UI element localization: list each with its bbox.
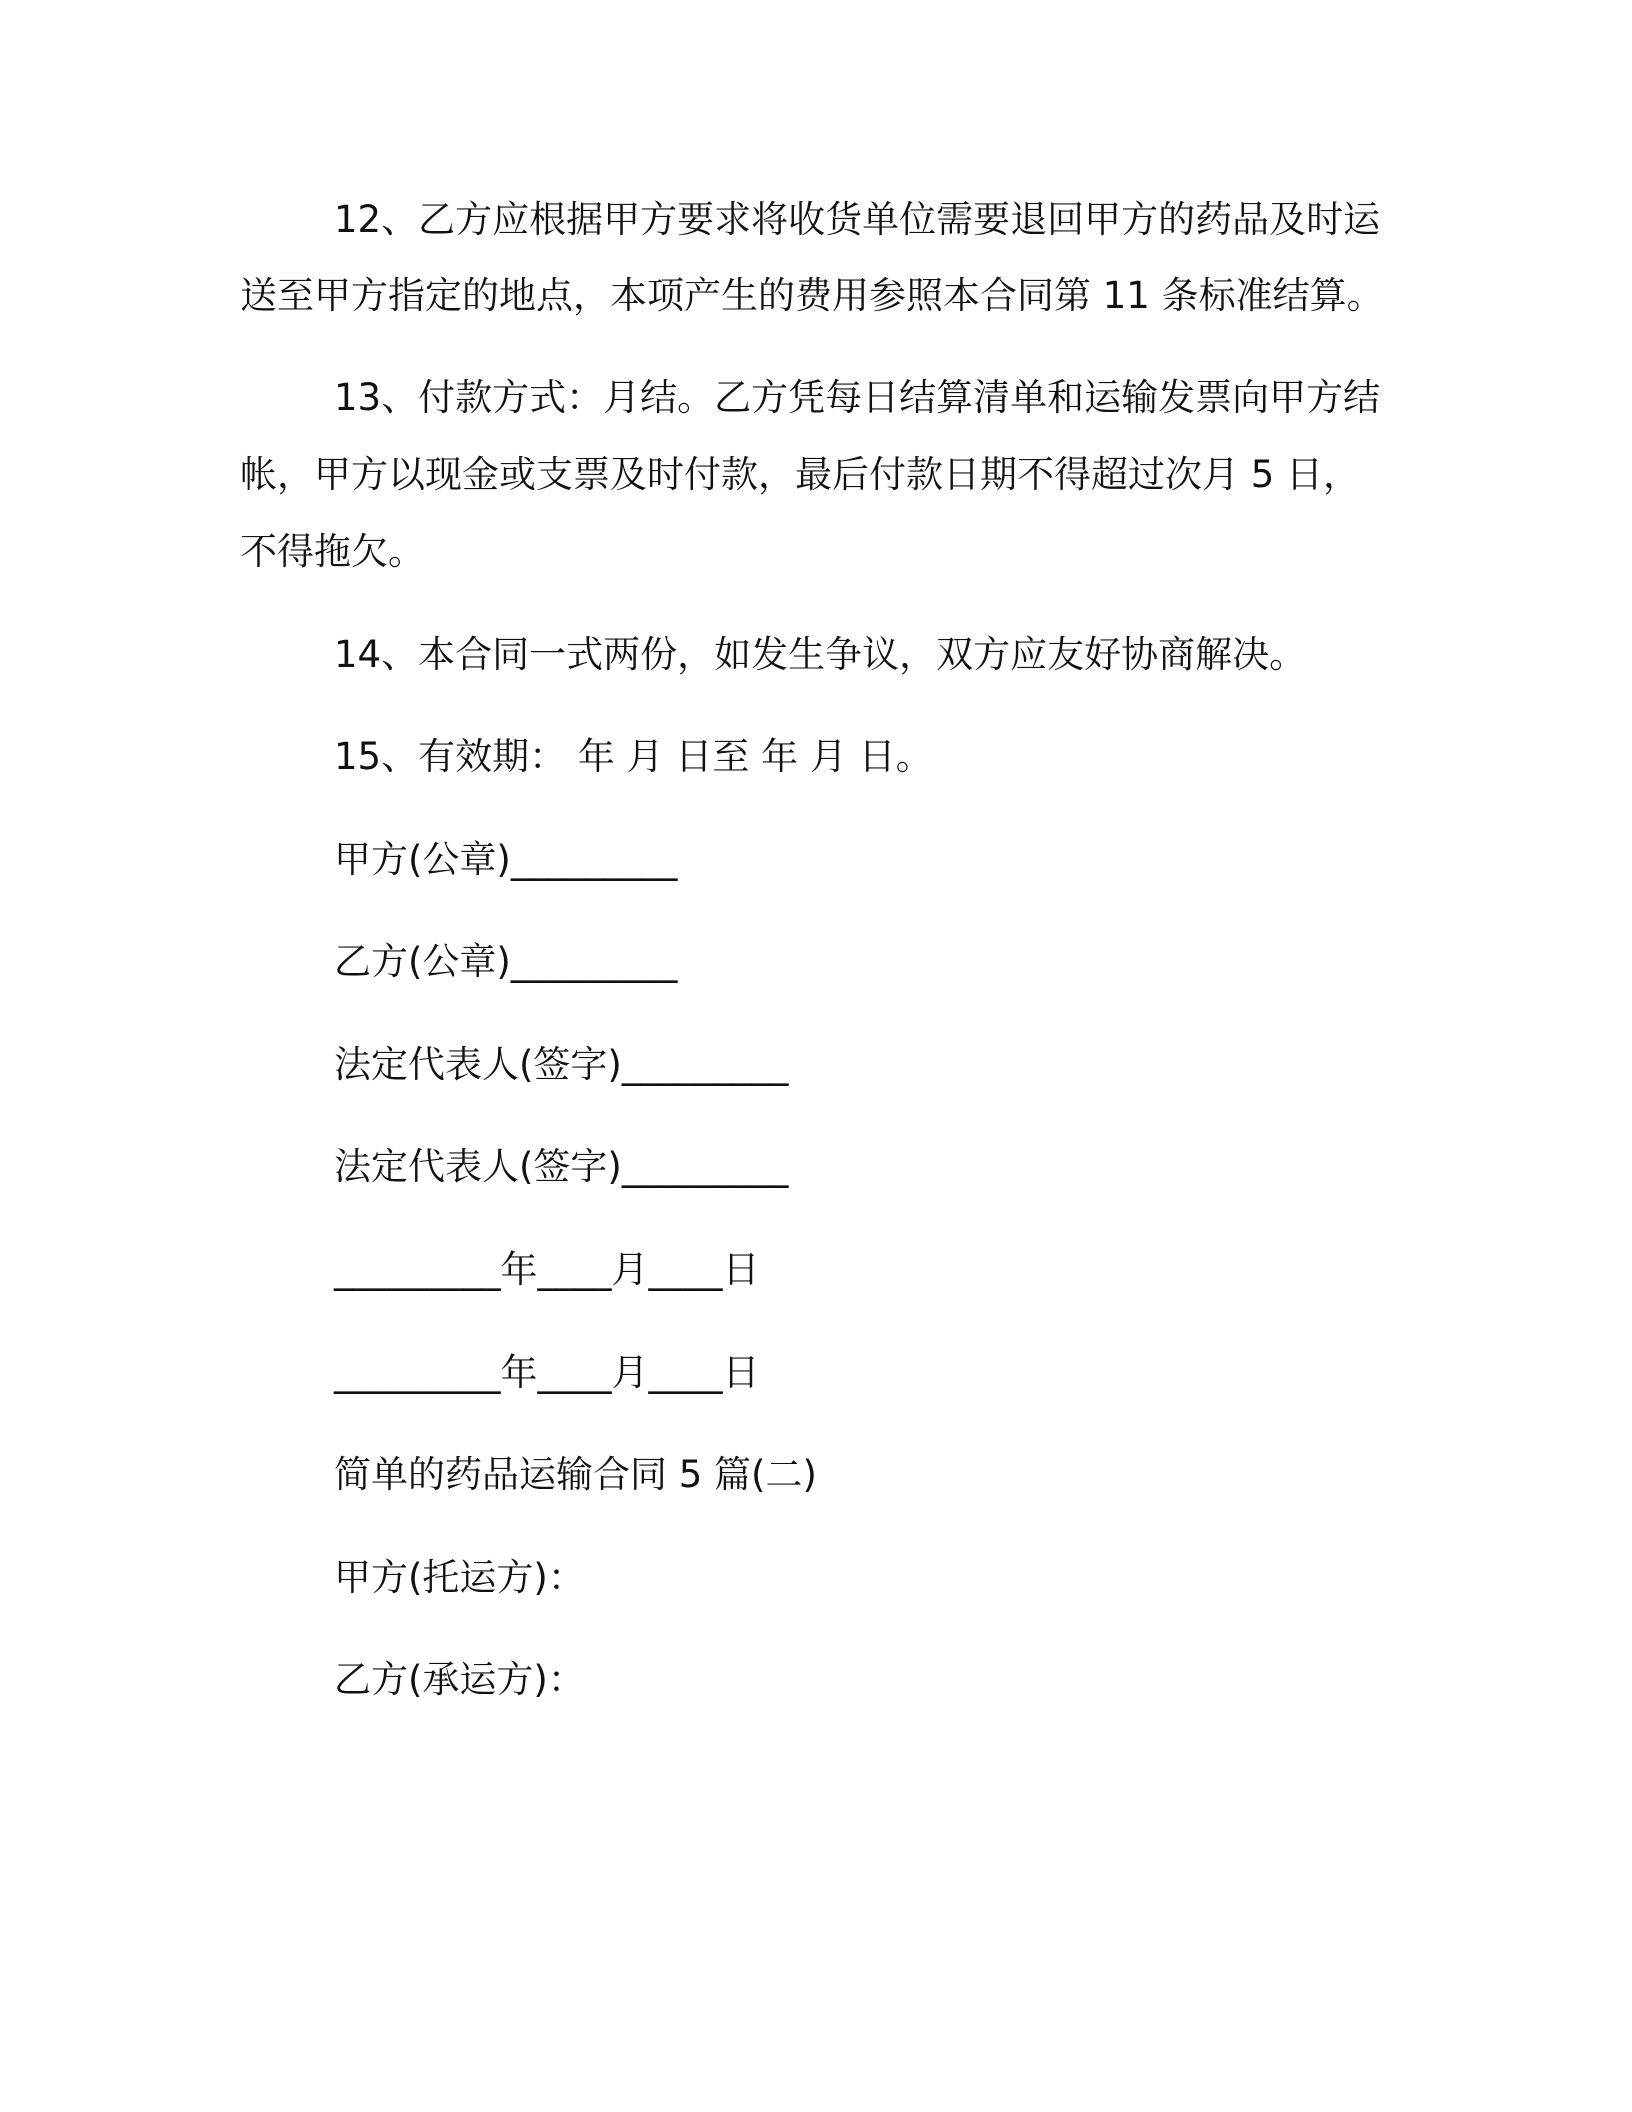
clause-13-line-1: 13、付款方式：月结。乙方凭每日结算清单和运输发票向甲方结 — [334, 376, 1381, 419]
clause-15-line-1: 15、有效期： 年 月 日至 年 月 日。 — [334, 735, 933, 778]
party-a-shipper-label: 甲方(托运方)： — [334, 1556, 585, 1599]
clause-13-line-2: 帐，甲方以现金或支票及时付款，最后付款日期不得超过次月 5 日， — [240, 453, 1361, 496]
party-a-seal-field: 甲方(公章)_________ — [334, 838, 678, 881]
clause-12-line-2: 送至甲方指定的地点，本项产生的费用参照本合同第 11 条标准结算。 — [240, 274, 1384, 317]
date-field-2: _________年____月____日 — [334, 1351, 760, 1394]
clause-13-line-3: 不得拖欠。 — [240, 530, 425, 573]
section-title: 简单的药品运输合同 5 篇(二) — [334, 1453, 817, 1496]
clause-14-line-1: 14、本合同一式两份，如发生争议，双方应友好协商解决。 — [334, 633, 1307, 676]
legal-rep-sign-field-2: 法定代表人(签字)_________ — [334, 1145, 789, 1188]
party-b-carrier-label: 乙方(承运方)： — [334, 1658, 585, 1701]
party-b-seal-field: 乙方(公章)_________ — [334, 940, 678, 983]
date-field-1: _________年____月____日 — [334, 1248, 760, 1291]
legal-rep-sign-field-1: 法定代表人(签字)_________ — [334, 1043, 789, 1086]
clause-12-line-1: 12、乙方应根据甲方要求将收货单位需要退回甲方的药品及时运 — [334, 198, 1381, 241]
